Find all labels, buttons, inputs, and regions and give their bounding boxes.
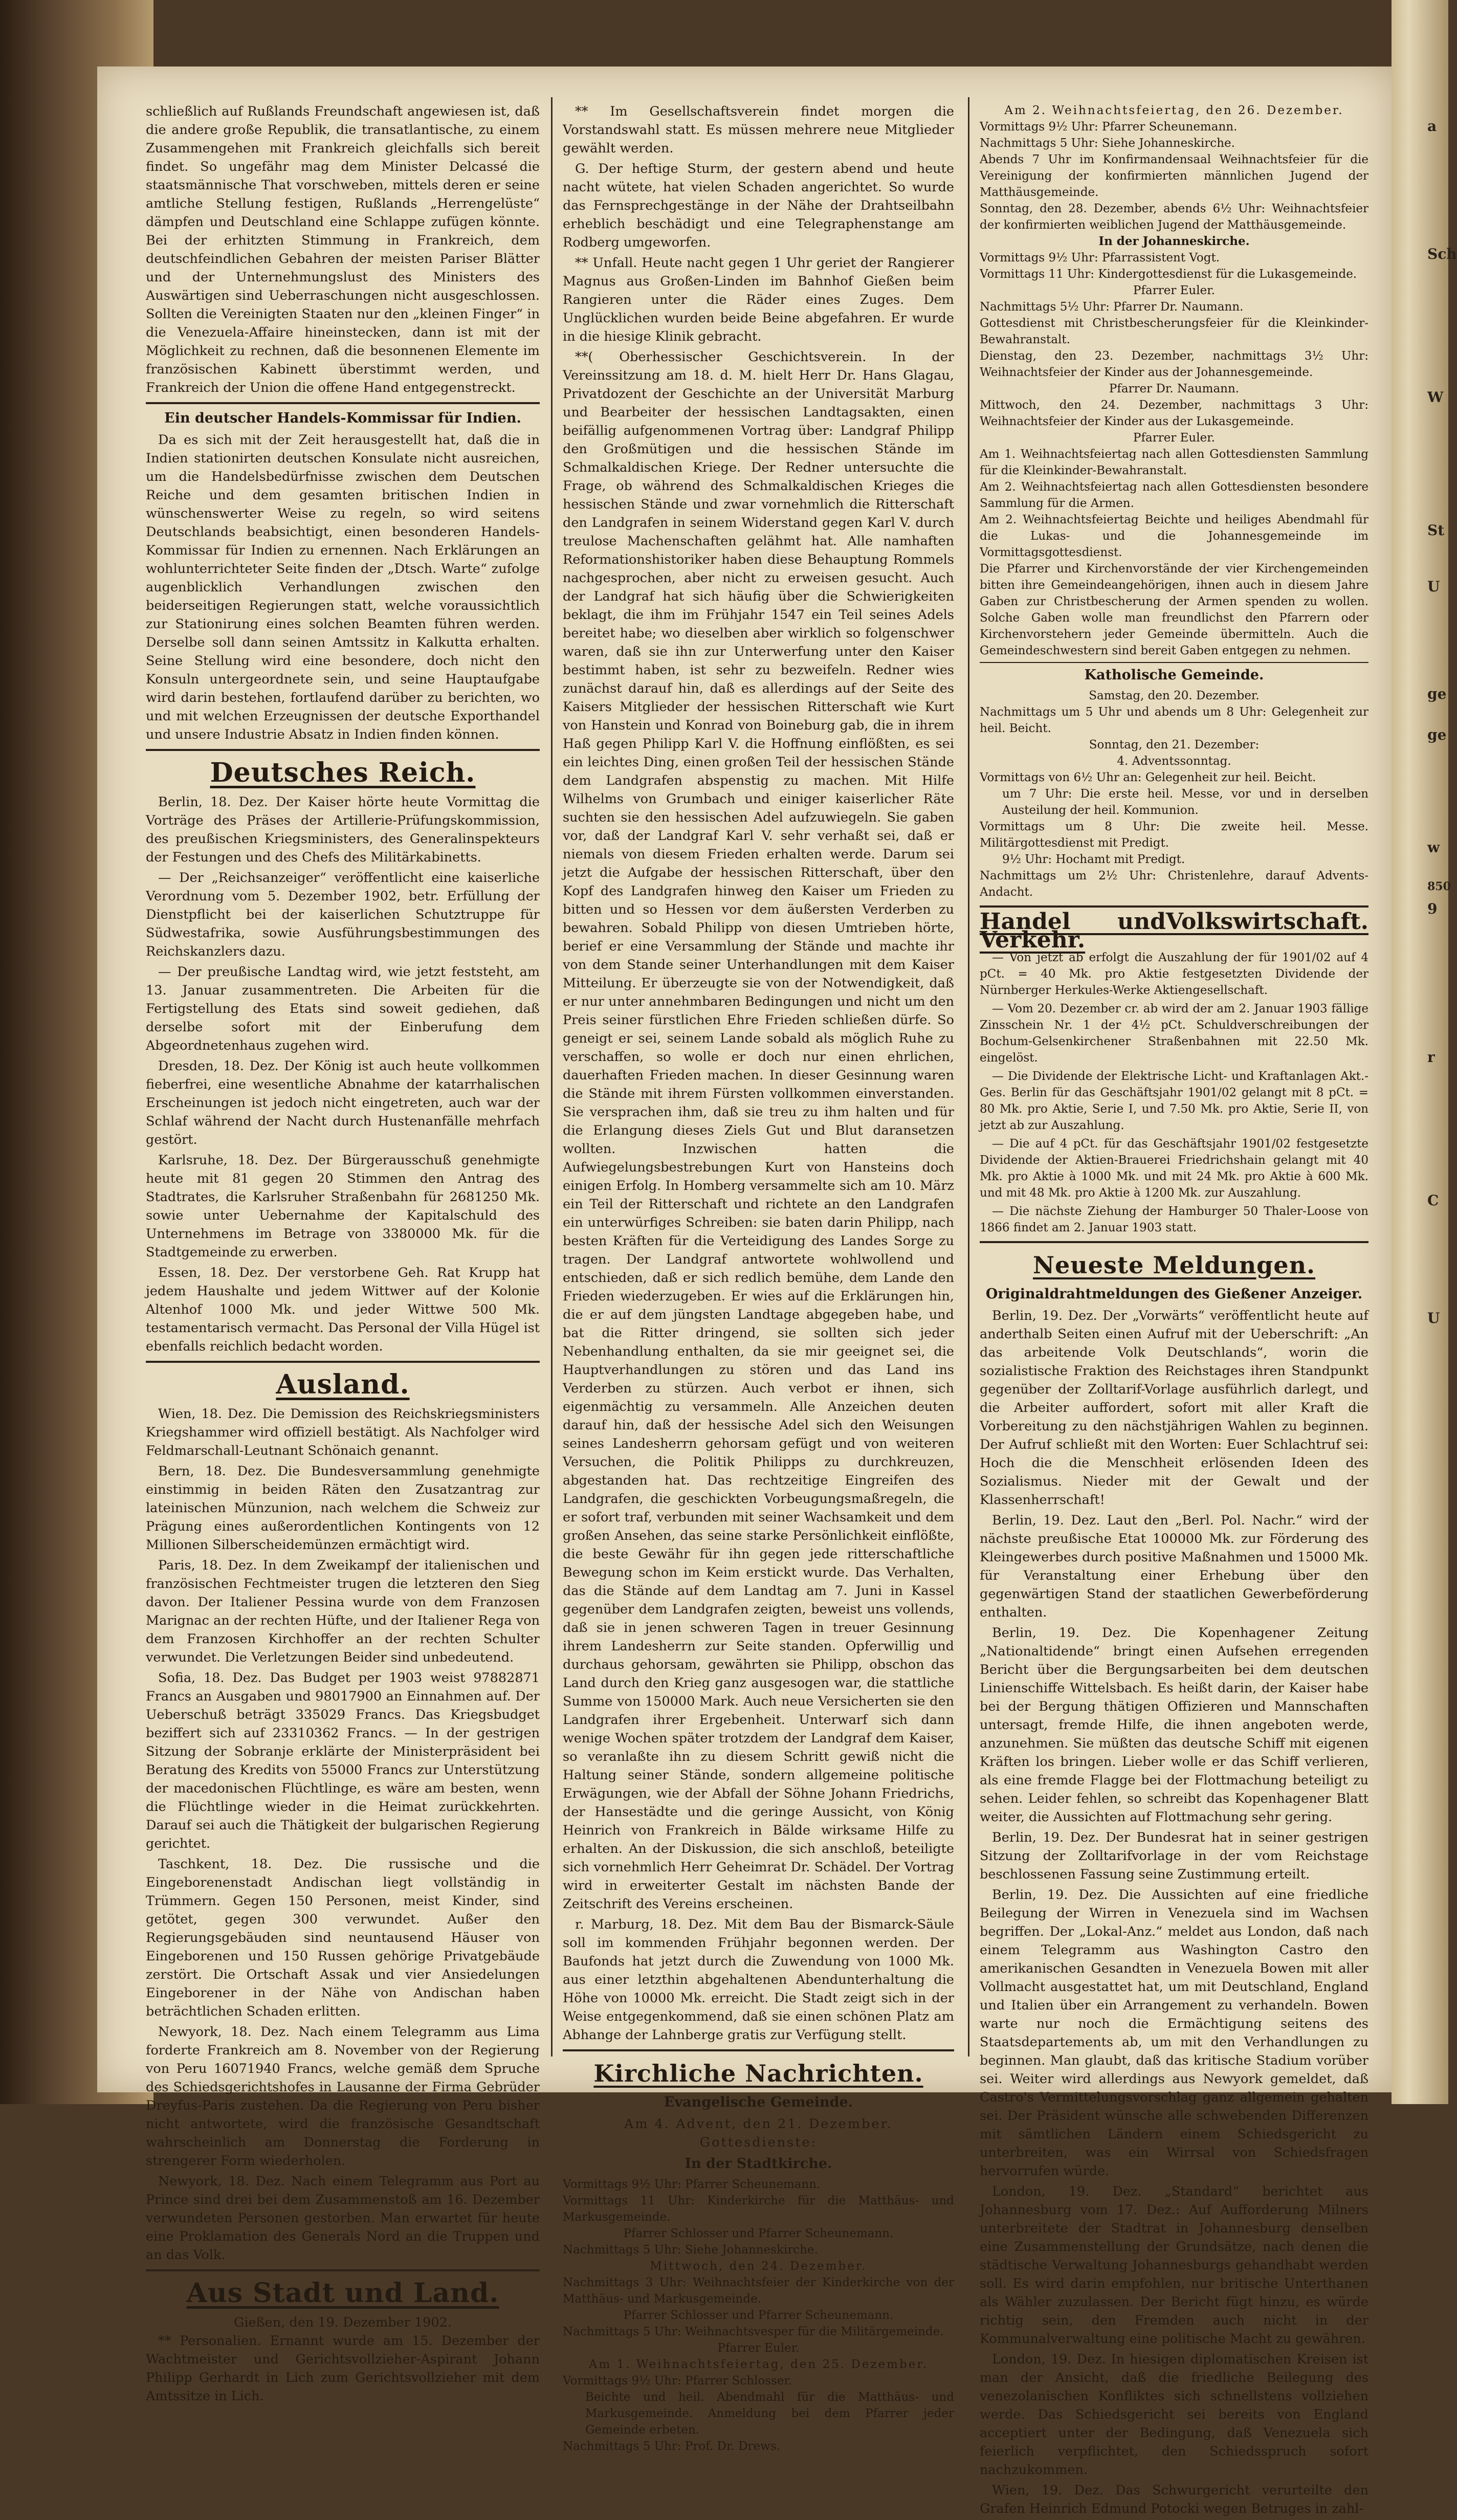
handel-heading: Handel und Verkehr.: [980, 909, 1166, 953]
schedule-line: Nachmittags um 2½ Uhr: Christenlehre, darauf Advents-Andacht.: [980, 869, 1368, 899]
column-3: [980, 102, 1368, 2520]
edge-fragment: U: [1427, 578, 1440, 595]
newspaper-page: [97, 67, 1392, 2516]
edge-fragment: St: [1427, 522, 1445, 539]
news-item: — Von jetzt ab erfolgt die Auszahlung der für 1901/02 auf 4 pCt. = 40 Mk. pro Aktie festgesetzten Dividende der Nürnberger Herkules-Werke Aktiengesellschaft.: [980, 951, 1368, 997]
schedule-line: Am 1. Weihnachtsfeiertag nach allen Gottesdiensten Sammlung für die Kleinkinder-Bewahranstalt.: [980, 448, 1368, 477]
schedule-line: Vormittags 11 Uhr: Kinderkirche für die Matthäus- und Markusgemeinde.: [563, 2194, 954, 2224]
schedule-line: Nachmittags 3 Uhr: Weihnachtsfeier der Kinderkirche von der Matthäus- und Markusgemeinde.: [563, 2276, 954, 2306]
schedule-line: Vormittags von 6½ Uhr an: Gelegenheit zur heil. Beicht.: [980, 771, 1316, 784]
schedule-line: Pfarrer Dr. Naumann.: [1109, 382, 1240, 395]
schedule-line: Vormittags um 8 Uhr: Die zweite heil. Messe. Militärgottesdienst mit Predigt.: [980, 820, 1368, 850]
news-item: ** Personalien. Ernannt wurde am 15. Dezember der Wachtmeister und Gerichtsvollzieher-Aspirant Johann Philipp Gerhardt in Lich zum Gerichtsvollzieher mit dem Amtssitze in Lich.: [146, 2333, 540, 2404]
adjacent-page-edge: [1392, 0, 1448, 2104]
intro-paragraph: schließlich auf Rußlands Freundschaft angewiesen ist, daß die andere große Republik, die transatlantische, zu einem Zusammengehen mit Frankreich gleichfalls sich bereit findet. So ungefähr mag dem Minister Delcassé die staatsmännische That vorschweben, mittels deren er seine amtliche Stellung festigen, Rußlands „Herrengelüste“ dämpfen und Deutschland eine Schlappe zufügen könnte. Bei der erhitzten Stimmung in Frankreich, dem deutschfeindlichen Gebahren der meisten Pariser Blätter und der Unternehmungslust des Ministers des Auswärtigen sind Ueberraschungen nicht ausgeschlossen. Sollten die Vereinigten Staaten nur den „kleinen Finger“ in die Venezuela-Affaire hineinstecken, dann ist mit der Möglichkeit zu rechnen, daß die besonnenen Elemente im französischen Kabinett überstimmt werden, und Frankreich der Union die offene Hand entgegenstreckt.: [146, 104, 540, 395]
news-item: **( Oberhessischer Geschichtsverein. In der Vereinssitzung am 18. d. M. hielt Herr Dr. Hans Glagau, Privatdozent der Geschichte an der Universität Marburg und Bearbeiter der hessischen Landtagsakten, einen beifällig aufgenommenen Vortrag über: Landgraf Philipp den Großmütigen und die hessischen Stände im Schmalkaldischen Kriege. Der Redner untersuchte die Frage, ob während des Schmalkaldischen Krieges die hessischen Stände und zwar vornehmlich die Ritterschaft den Landgrafen in seinem Widerstand gegen Karl V. durch treulose Machenschaften gelähmt hat. Alle namhaften Reformationshistoriker haben diese Behauptung Rommels nachgesprochen, aber nicht zu erweisen gesucht. Auch der Landgraf hat sich häufig über die Schwierigkeiten beklagt, die ihm im Frühjahr 1547 ein Teil seines Adels bereitet habe; wo dieselben aber wirklich so folgenschwer waren, daß sie ihn zur Unterwerfung unter den Kaiser bestimmt haben, ist sehr zu bezweifeln. Redner wies zunächst darauf hin, daß es allerdings auf der Seite des Kaisers Mitglieder der hessischen Ritterschaft wie Kurt von Hanstein und Konrad von Boineburg gab, die in ihrem Haß gegen Philipp Karl V. die Hoffnung einflößten, es sei ein leichtes Ding, einen großen Teil der hessischen Stände dem Landgrafen abspenstig zu machen. Mit Hilfe Wilhelms von Grumbach und einiger kaiserlicher Räte suchten sie den hessischen Adel aufzuwiegeln. Sie gaben vor, daß der Landgraf Karl V. sehr verhaßt sei, daß er niemals von diesem Frieden erhalten werde. Darum sei jetzt die Aufgabe der hessischen Ritterschaft, über den Kopf des Landgrafen hinweg den Kaiser um Frieden zu bitten und so Hessen vor dem äußersten Verderben zu bewahren. Sobald Philipp von diesen Umtrieben hörte, berief er eine Versammlung der Stände und machte ihr von dem Stande seiner Unterhandlungen mit dem Kaiser Mitteilung. Er überzeugte sie von der Notwendigkeit, daß er nur unter annehmbaren Bedingungen und nicht um den Preis seiner fürstlichen Ehre Frieden schließen dürfe. So geneigt er sei, seinem Lande sobald als möglich Ruhe zu verschaffen, so wolle er doch nur einen ehrlichen, dauerhaften Frieden machen. In dieser Gesinnung waren die Stände mit ihrem Fürsten vollkommen einverstanden. Sie versprachen ihm, daß sie treu zu ihm halten und für die Erlangung dieses Ziels Gut und Blut daransetzen wollten. Inzwischen hatten die Aufwiegelungsbestrebungen Kurt von Hansteins doch einigen Erfolg. In Homberg versammelte sich am 10. März ein Teil der Ritterschaft und richtete an den Landgrafen ein unterwürfiges Schreiben: sie baten darin Philipp, nach besten Kräften für die Verteidigung des Landes Sorge zu tragen. Der Landgraf antwortete wohlwollend und entschieden, daß er sich redlich bemühe, dem Lande den Frieden wiederzugeben. Er wies auf die Erklärungen hin, die er auf dem jüngsten Landtage abgegeben habe, und bat die Ritter dringend, sie sollten sich jeder Nebenhandlung enthalten, da sie mir geeignet sei, die Hauptverhandlungen zu stören und das Land ins Verderben zu stürzen. Auch verbot er ihnen, sich eigenmächtig zu versammeln. Alle Anzeichen deuten darauf hin, daß der hessische Adel sich den Weisungen seines Landesherrn gehorsam gefügt und von weiteren Versuchen, die Politik Philipps zu durchkreuzen, abgestanden hat. Das rechtzeitige Eingreifen des Landgrafen, die geschickten Vorbeugungsmaßregeln, die er sofort traf, verbunden mit seiner Wachsamkeit und dem großen Ansehen, das seine starke Persönlichkeit einflößte, die beste Gewähr für ihn gegen jede ritterschaftliche Bewegung schon im Keim erstickt wurde. Das Verhalten, das die Stände auf dem Landtag am 7. Juni in Kassel gegenüber dem Landgrafen zeigten, beweist uns vollends, daß sie in jenen schweren Tagen in treuer Gesinnung ihrem Landesherrn zur Seite standen. Opferwillig und durchaus gehorsam, gewährten sie Philipp, obschon das Land durch den Krieg ganz ausgesogen war, die stattliche Summe von 150000 Mark. Auch neue Versicherten sie den Landgrafen ihrer Ergebenheit. Unterwarf sich dann wenige Wochen später trotzdem der Landgraf dem Kaiser, so veranlaßte ihn zu diesem Schritt gewiß nicht die Haltung seiner Stände, sondern allgemeine politische Erwägungen, wie der Abfall der Söhne Johann Friedrichs, der Hansestädte und die geringe Aussicht, von König Heinrich von Frankreich in Bälde wirksame Hilfe zu erhalten. An der Diskussion, die sich anschloß, beteiligte sich vornehmlich Herr Geheimrat Dr. Schädel. Der Vortrag wird in erweiterter Gestalt im nächsten Bande der Zeitschrift des Vereins erscheinen.: [563, 349, 954, 1912]
schedule-line: Abends 7 Uhr im Konfirmandensaal Weihnachtsfeier für die Vereinigung der konfirmierten männlichen Jugend der Matthäusgemeinde.: [980, 153, 1368, 199]
news-item: ** Im Gesellschaftsverein findet morgen die Vorstandswahl statt. Es müssen mehrere neue Mitglieder gewählt werden.: [563, 104, 954, 156]
handel-items: [980, 949, 1368, 1236]
schedule-line: Am 2. Weihnachtsfeiertag, den 26. Dezember.: [1004, 104, 1344, 117]
kirche-subheading: Evangelische Gemeinde.: [664, 2094, 853, 2110]
news-item: Wien, 19. Dez. Das Schwurgericht verurteilte den Grafen Heinrich Edmund Potocki wegen Betruges in zahl-: [980, 2483, 1368, 2516]
news-item: — Der preußische Landtag wird, wie jetzt feststeht, am 13. Januar zusammentreten. Die Arbeiten für die Fertigstellung des Etats sind soweit gediehen, daß derselbe sofort mit der Einberufung dem Abgeordnetenhaus zugehen wird.: [146, 964, 540, 1053]
news-item: — Die auf 4 pCt. für das Geschäftsjahr 1901/02 festgesetzte Dividende der Aktien-Brauerei Friedrichshain gelangt mit 40 Mk. pro Aktie à 1000 Mk. und mit 24 Mk. pro Aktie à 600 Mk. und mit 48 Mk. pro Aktie à 1200 Mk. zur Auszahlung.: [980, 1137, 1368, 1200]
news-item: Berlin, 19. Dez. Der „Vorwärts“ veröffentlicht heute auf anderthalb Seiten einen Aufruf mit der Ueberschrift: „An das arbeitende Volk Deutschlands“, worin die sozialistische Fraktion des Reichstages ihren Standpunkt gegenüber der Zolltarif-Vorlage ausführlich darlegt, und die Arbeiter auffordert, sofort mit aller Kraft die Vorbereitung zu den nächstjährigen Wahlen zu beginnen. Der Aufruf schließt mit den Worten: Euer Schlachtruf sei: Hoch die die Menschheit erlösenden Ideen des Sozialismus. Nieder mit der Gewalt und der Klassenherrschaft!: [980, 1308, 1368, 1508]
edge-fragment: Sch: [1427, 246, 1457, 262]
edge-fragment: ge: [1427, 686, 1447, 702]
schedule-line: Beichte und heil. Abendmahl für die Matthäus- und Markusgemeinde. Anmeldung bei dem Pfarrer jeder Gemeinde erbeten.: [585, 2391, 954, 2437]
divider: [146, 749, 540, 751]
news-item: ** Unfall. Heute nacht gegen 1 Uhr geriet der Rangierer Magnus aus Großen-Linden im Bahnhof Gießen beim Rangieren unter die Räder eines Zuges. Dem Unglücklichen wurden beide Beine abgefahren. Er wurde in die hiesige Klinik gebracht.: [563, 255, 954, 344]
edge-fragment: r: [1427, 1049, 1435, 1066]
news-item: r. Marburg, 18. Dez. Mit dem Bau der Bismarck-Säule soll im kommenden Frühjahr begonnen werden. Der Baufonds hat jetzt durch die Zuwendung von 1000 Mk. aus einer letzthin abgehaltenen Abendunterhaltung die Höhe von 10000 Mk. erreicht. Die Stadt zeigt sich in der Weise entgegenkommend, daß sie einen schönen Platz am Abhange der Lahnberge gratis zur Verfügung stellt.: [563, 1917, 954, 2043]
schedule-line: Vormittags 9½ Uhr: Pfarrer Scheunemann.: [980, 120, 1238, 134]
news-item: Berlin, 19. Dez. Der Bundesrat hat in seiner gestrigen Sitzung der Zolltarifvorlage in der vom Reichstage beschlossenen Fassung seine Zustimmung erteilt.: [980, 1830, 1368, 1882]
column-divider: [968, 97, 969, 2057]
schedule-line: Gottesdienst mit Christbescherungsfeier für die Kleinkinder-Bewahranstalt.: [980, 317, 1368, 346]
news-item: — Die Dividende der Elektrische Licht- und Kraftanlagen Akt.-Ges. Berlin für das Geschäftsjahr 1901/02 gelangt mit 8 pCt. = 80 Mk. pro Aktie, Serie I, und 7.50 Mk. pro Aktie, Serie II, von jetzt ab zur Auszahlung.: [980, 1070, 1368, 1132]
news-item: Dresden, 18. Dez. Der König ist auch heute vollkommen fieberfrei, eine wesentliche Abnahme der katarrhalischen Erscheinungen ist jedoch nicht eingetreten, auch war der Schlaf während der Nacht durch Hustenanfälle mehrfach gestört.: [146, 1058, 540, 1147]
column-2: [563, 102, 954, 2455]
edge-fragment: 850: [1427, 880, 1451, 893]
divider: [146, 2269, 540, 2271]
news-item: Berlin, 19. Dez. Die Aussichten auf eine friedliche Beilegung der Wirren in Venezuela sind im Wachsen begriffen. Der „Lokal-Anz.“ meldet aus London, daß nach einem Telegramm aus Washington Castro den amerikanischen Gesandten in Venezuela Bowen mit aller Vollmacht ausgestattet hat, um mit Deutschland, England und Italien über ein Arrangement zu verhandeln. Bowen warte nur noch die Ermächtigung seitens des Staatsdepartements ab, um mit den Verhandlungen zu beginnen. Man glaubt, daß das kritische Stadium vorüber sei. Weiter wird allerdings aus Newyork gemeldet, daß Castro's Vermittelungsvorschlag ganz allgemein gehalten sei. Der Präsident wünsche alle schwebenden Differenzen mit sämtlichen Ländern einem Schiedsgericht zu unterbreiten, was ein Wirrsal von Schiedsfragen hervorrufen würde.: [980, 1887, 1368, 2179]
news-item: Bern, 18. Dez. Die Bundesversammlung genehmigte einstimmig in beiden Räten den Zusatzantrag zur lateinischen Münzunion, nach welchem die Schweiz zur Prägung eines außerordentlichen Kontingents von 12 Millionen Silberscheidemünzen ermächtigt wird.: [146, 1464, 540, 1553]
edge-fragment: U: [1427, 1310, 1440, 1327]
schedule-line: Vormittags 11 Uhr: Kindergottesdienst für die Lukasgemeinde.: [980, 268, 1357, 281]
schedule-line: Mittwoch, den 24. Dezember, nachmittags 3 Uhr: Weihnachtsfeier der Kinder aus der Lukasgemeinde.: [980, 399, 1368, 428]
schedule-line: 9½ Uhr: Hochamt mit Predigt.: [1002, 853, 1185, 866]
divider: [980, 905, 1368, 908]
kommissar-title: Ein deutscher Handels-Kommissar für Indien.: [164, 410, 521, 426]
kirche-date: Am 4. Advent, den 21. Dezember. Gottesdienste:: [624, 2116, 893, 2150]
edge-fragment: C: [1427, 1192, 1439, 1209]
schedule-line: Die Pfarrer und Kirchenvorstände der vier Kirchengemeinden bitten ihre Gemeindeangehörigen, ihnen auch in diesem Jahre Gaben zur Christbescherung der Armen spenden zu wollen. Solche Gaben wolle man freundlichst den Pfarrern oder Kirchenvorstehern jeder Gemeinde übermitteln. Auch die Gemeindeschwestern sind bereit Gaben entgegen zu nehmen.: [980, 562, 1368, 657]
reich-heading: Deutsches Reich.: [210, 757, 476, 788]
schedule-line: Nachmittags 5 Uhr: Siehe Johanneskirche.: [980, 137, 1235, 150]
news-item: — Der „Reichsanzeiger“ veröffentlicht eine kaiserliche Verordnung vom 5. Dezember 1902, betr. Erfüllung der Dienstpflicht bei der kaiserlichen Schutztruppe für Südwestafrika, sowie Ausführungsbestimmungen des Reichskanzlers dazu.: [146, 870, 540, 959]
news-item: Taschkent, 18. Dez. Die russische und die Eingeborenenstadt Andischan liegt vollständig in Trümmern. Gegen 150 Personen, meist Kinder, sind getötet, gegen 300 verwundet. Außer den Regierungsgebäuden sind neuntausend Häuser von Eingeborenen und 150 Russen gehörige Privatgebäude zerstört. Die Ortschaft Assak und vier Ansiedelungen Eingeborener in der Nähe von Andischan haben beträchtlichen Schaden erlitten.: [146, 1856, 540, 2019]
schedule-line: Vormittags 9½ Uhr: Pfarrassistent Vogt.: [980, 251, 1220, 264]
news-item: Newyork, 18. Dez. Nach einem Telegramm aus Lima forderte Frankreich am 8. November von der Regierung von Peru 16071940 Francs, welche gemäß dem Spruche des Schiedsgerichtshofes in Lausanne der Firma Gebrüder Dreyfus-Paris zustehen. Da die Regierung von Peru bisher nicht antwortete, wird die französische Gesandtschaft wahrscheinlich am Donnerstag die Forderung in strengerer Form wiederholen.: [146, 2024, 540, 2169]
kirche-heading: Kirchliche Nachrichten.: [593, 2060, 923, 2087]
kath-schedule: [980, 688, 1368, 900]
schedule-line: In der Johanneskirche.: [1098, 234, 1250, 248]
neueste-subheading: Originaldrahtmeldungen des Gießener Anzeiger.: [985, 1286, 1363, 1302]
news-item: G. Der heftige Sturm, der gestern abend und heute nacht wütete, hat vielen Schaden angerichtet. So wurde das Fernsprechgestänge in der Nähe der Drahtseilbahn erheblich beschädigt und eine Telegraphenstange am Rodberg umgeworfen.: [563, 161, 954, 250]
news-item: — Vom 20. Dezember cr. ab wird der am 2. Januar 1903 fällige Zinsschein Nr. 1 der 4½ pCt. Schuldverschreibungen der Bochum-Gelsenkirchener Straßenbahnen mit 22.50 Mk. eingelöst.: [980, 1002, 1368, 1065]
stadt-heading: Aus Stadt und Land.: [186, 2278, 499, 2309]
divider: [146, 1361, 540, 1363]
kirche-schedule-cont: [980, 102, 1368, 659]
schedule-line: Pfarrer Euler.: [1133, 431, 1215, 445]
schedule-line: Am 1. Weihnachtsfeiertag, den 25. Dezember.: [588, 2358, 929, 2371]
divider: [980, 1241, 1368, 1243]
kath-title: Katholische Gemeinde.: [1084, 667, 1264, 683]
kirche-schedule: [563, 2176, 954, 2455]
schedule-line: Sonntag, den 21. Dezember:: [1089, 738, 1260, 751]
schedule-line: Nachmittags 5 Uhr: Prof. Dr. Drews.: [563, 2440, 780, 2453]
schedule-line: Sonntag, den 28. Dezember, abends 6½ Uhr: Weihnachtsfeier der konfirmierten weiblichen Jugend der Matthäusgemeinde.: [980, 202, 1368, 232]
news-item: Berlin, 19. Dez. Die Kopenhagener Zeitung „Nationaltidende“ bringt einen Aufsehen erregenden Bericht über die Bergungsarbeiten bei dem deutschen Linienschiffe Wittelsbach. Es heißt darin, der Kaiser habe bei der Bergung thätigen Offizieren und Mannschaften untersagt, fremde Hilfe, die ihnen angeboten werde, anzunehmen. Sie müßten das deutsche Schiff mit eigenen Kräften los bringen. Lieber wolle er das Schiff verlieren, als eine fremde Flagge bei der Flottmachung beteiligt zu sehen. Leider fehlen, so schreibt das Kopenhagener Blatt weiter, die Aussichten auf Flottmachung sehr gering.: [980, 1625, 1368, 1825]
divider: [980, 662, 1368, 663]
kommissar-text: Da es sich mit der Zeit herausgestellt hat, daß die in Indien stationirten deutschen Konsulate nicht ausreichen, um die Handelsbedürfnisse zwischen dem Deutschen Reiche und dem gesamten britischen Indien in wünschenswerter Weise zu regeln, so wird seitens Deutschlands beabsichtigt, einen besonderen Handels-Kommissar für Indien zu ernennen. Nach Erklärungen an wohlunterrichteter Seite finden der „Dtsch. Warte“ zufolge augenblicklich Verhandlungen zwischen den beiderseitigen Regierungen statt, welche voraussichtlich zur Stationirung eines solchen Beamten führen werden. Derselbe soll dann seinen Amtssitz in Kalkutta erhalten. Seine Stellung wird eine besondere, doch nicht den Konsuln untergeordnete sein, und seine Hauptaufgabe wird darin bestehen, fortlaufend darüber zu berichten, wo und mit welchen Erzeugnissen der deutsche Exporthandel und unsere Industrie Absatz in Indien finden können.: [146, 432, 540, 742]
edge-fragment: a: [1427, 118, 1437, 135]
schedule-line: Samstag, den 20. Dezember.: [1089, 689, 1260, 702]
news-item: Sofia, 18. Dez. Das Budget per 1903 weist 97882871 Francs an Ausgaben und 98017900 an Einnahmen auf. Der Ueberschuß beträgt 335029 Francs. Das Kriegsbudget beziffert sich auf 23310362 Francs. — In der gestrigen Sitzung der Sobranje erklärte der Ministerpräsident bei Beratung des Kredits von 55000 Francs zur Unterstützung der macedonischen Flüchtlinge, es wäre am besten, wenn die Flüchtlinge wieder in die Heimat zurückkehrten. Darauf sei auch die Thätigkeit der bulgarischen Regierung gerichtet.: [146, 1670, 540, 1851]
news-item: London, 19. Dez. In hiesigen diplomatischen Kreisen ist man der Ansicht, daß die friedliche Beilegung des venezolanischen Konfliktes sich schnellstens vollziehen werde. Das Schiedsgericht sei bereits von England acceptiert unter der Bedingung, daß Venezuela sich feierlich verpflichtet, den Schiedsspruch sofort nachzukommen.: [980, 2352, 1368, 2478]
column-divider: [551, 97, 553, 2057]
news-item: Essen, 18. Dez. Der verstorbene Geh. Rat Krupp hat jedem Haushalte und jedem Wittwer auf der Kolonie Altenhof 1000 Mk. und jeder Wittwe 500 Mk. testamentarisch vermacht. Das Personal der Villa Hügel ist ebenfalls reichlich bedacht worden.: [146, 1265, 540, 1354]
edge-fragment: w: [1427, 839, 1440, 856]
neueste-heading: Neueste Meldungen.: [1032, 1251, 1316, 1279]
news-item: Paris, 18. Dez. In dem Zweikampf der italienischen und französischen Fechtmeister trugen die letzteren den Sieg davon. Der Italiener Pessina wurde von dem Franzosen Marignac an der rechten Hüfte, und der Italiener Rega von dem Franzosen Kirchhoffer an der rechten Schulter verwundet. Die Verletzungen Beider sind unbedeutend.: [146, 1558, 540, 1665]
news-item: — Die nächste Ziehung der Hamburger 50 Thaler-Loose von 1866 findet am 2. Januar 1903 statt.: [980, 1205, 1368, 1234]
stadt-dateline: Gießen, den 19. Dezember 1902.: [234, 2315, 452, 2330]
news-item: Wien, 18. Dez. Die Demission des Reichskriegsministers Kriegshammer wird offiziell bestätigt. Als Nachfolger wird Feldmarschall-Leutnant Schönaich genannt.: [146, 1406, 540, 1458]
edge-fragment: ge: [1427, 726, 1447, 743]
schedule-line: Pfarrer Euler.: [717, 2341, 800, 2355]
schedule-line: Pfarrer Schlosser und Pfarrer Scheunemann.: [623, 2227, 894, 2240]
news-item: London, 19. Dez. „Standard“ berichtet aus Johannesburg vom 17. Dez.: Auf Aufforderung Milners unterbreitete der Stadtrat in Johannesburg denselben eine Zusammenstellung der Grundsätze, nach denen die städtische Verwaltung Johannesburgs gehandhabt werden soll. Es wird darin empfohlen, nur britische Unterthanen als Wähler zuzulassen. Der Bericht fügt hinzu, es würde richtig sein, den Fremden auch nicht in der Kommunalverwaltung eine politische Macht zu gewähren.: [980, 2184, 1368, 2347]
schedule-line: Nachmittags 5 Uhr: Weihnachtsvesper für die Militärgemeinde.: [563, 2325, 944, 2338]
schedule-line: Nachmittags um 5 Uhr und abends um 8 Uhr: Gelegenheit zur heil. Beicht.: [980, 705, 1368, 735]
edge-fragment: W: [1427, 389, 1444, 406]
handel-heading-row: [980, 909, 1368, 953]
news-item: Berlin, 19. Dez. Laut den „Berl. Pol. Nachr.“ wird der nächste preußische Etat 100000 Mk. zur Förderung des Kleingewerbes durch positive Maßnahmen und 15000 Mk. für Veranstaltung einer Erhebung über den gegenwärtigen Stand der staatlichen Gewerbeförderung enthalten.: [980, 1513, 1368, 1620]
schedule-line: um 7 Uhr: Die erste heil. Messe, vor und in derselben Austeilung der heil. Kommunion.: [1002, 787, 1368, 817]
column-1: [146, 102, 540, 2407]
schedule-line: Am 2. Weihnachtsfeiertag Beichte und heiliges Abendmahl für die Lukas- und die Johannesgemeinde im Vormittagsgottesdienst.: [980, 513, 1368, 559]
divider: [146, 402, 540, 404]
schedule-line: Nachmittags 5 Uhr: Siehe Johanneskirche.: [563, 2243, 818, 2257]
volkswirtschaft-heading: Volkswirtschaft.: [1165, 909, 1368, 935]
kirche-place: In der Stadtkirche.: [685, 2156, 832, 2172]
schedule-line: Mittwoch, den 24. Dezember.: [650, 2260, 867, 2273]
edge-fragment: 9: [1427, 900, 1438, 917]
schedule-line: Vormittags 9½ Uhr: Pfarrer Schlosser.: [563, 2374, 792, 2388]
ausland-heading: Ausland.: [276, 1369, 410, 1400]
schedule-line: Pfarrer Euler.: [1133, 284, 1215, 297]
schedule-line: Vormittags 9½ Uhr: Pfarrer Scheunemann.: [563, 2178, 821, 2191]
schedule-line: Pfarrer Schlosser und Pfarrer Scheunemann.: [623, 2309, 894, 2322]
news-item: Berlin, 18. Dez. Der Kaiser hörte heute Vormittag die Vorträge des Präses der Artillerie-Prüfungskommission, des preußischen Kriegsministers, des Generalinspekteurs der Festungen und des Chefs des Militärkabinetts.: [146, 794, 540, 865]
news-item: Karlsruhe, 18. Dez. Der Bürgerausschuß genehmigte heute mit 81 gegen 20 Stimmen den Antrag des Stadtrates, die Karlsruher Straßenbahn für 2681250 Mk. sowie unter Uebernahme der Kapitalschuld des Unternehmens im Betrage von 3380000 Mk. für die Stadtgemeinde zu erwerben.: [146, 1153, 540, 1260]
schedule-line: Nachmittags 5½ Uhr: Pfarrer Dr. Naumann.: [980, 300, 1244, 314]
schedule-line: Dienstag, den 23. Dezember, nachmittags 3½ Uhr: Weihnachtsfeier der Kinder aus der Johannesgemeinde.: [980, 349, 1368, 379]
news-item: Newyork, 18. Dez. Nach einem Telegramm aus Port au Prince sind drei bei dem Zusammenstoß am 16. Dezember verwundeten Personen gestorben. Man erwartet für heute eine Proklamation des Generals Nord an die Truppen und an das Volk.: [146, 2174, 540, 2263]
schedule-line: Am 2. Weihnachtsfeiertag nach allen Gottesdiensten besondere Sammlung für die Armen.: [980, 480, 1368, 510]
schedule-line: 4. Adventssonntag.: [1117, 755, 1231, 768]
divider: [563, 2049, 954, 2051]
